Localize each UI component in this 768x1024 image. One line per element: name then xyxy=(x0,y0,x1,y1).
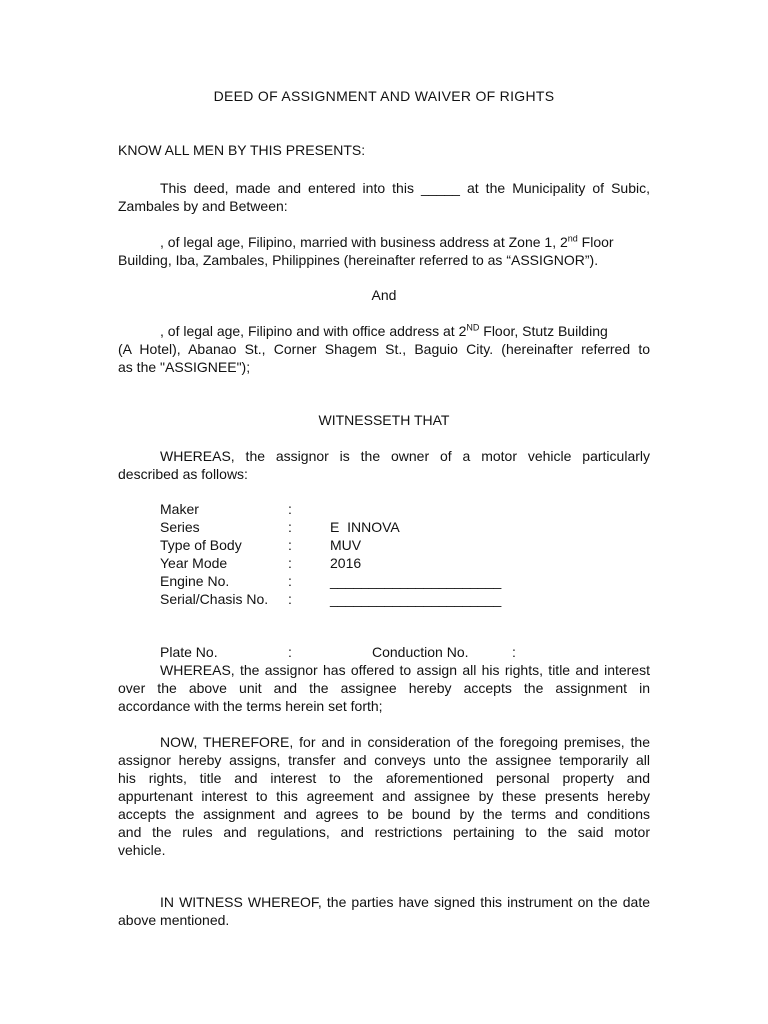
whereas2-line3: accordance with the terms herein set forth; xyxy=(118,698,383,714)
spec-value: ______________________ xyxy=(330,591,502,607)
para1-line2: Zambales by and Between: xyxy=(118,198,288,214)
assignor-line2: Building, Iba, Zambales, Philippines (hereinafter referred to as “ASSIGNOR”). xyxy=(118,252,599,268)
now-therefore-line6: and the rules and regulations, and restrictions pertaining to the said motor xyxy=(118,824,650,840)
spec-colon: : xyxy=(288,537,292,553)
spec-label: Maker xyxy=(160,501,199,517)
spec-value: ______________________ xyxy=(330,573,502,589)
spec-colon: : xyxy=(288,519,292,535)
whereas2-line2: over the above unit and the assignee hereby accepts the assignment in xyxy=(118,680,650,696)
now-therefore-line7: vehicle. xyxy=(118,842,166,858)
spec-label: Serial/Chasis No. xyxy=(160,591,269,607)
assignor-line1-sup: nd xyxy=(567,233,578,244)
spec-value: MUV xyxy=(330,537,362,553)
assignor-line1-end: Floor xyxy=(577,234,614,250)
whereas1-line2: described as follows: xyxy=(118,466,248,482)
now-therefore-line1: NOW, THEREFORE, for and in consideration of the foregoing premises, the xyxy=(160,734,650,750)
assignee-line1 xyxy=(160,322,608,340)
assignee-line1-sup: ND xyxy=(466,322,480,333)
assignee-line2: (A Hotel), Abanao St., Corner Shagem St., Baguio City. (hereinafter referred to xyxy=(118,341,650,357)
conduction-label: Conduction No. xyxy=(372,644,469,660)
spec-colon: : xyxy=(288,591,292,607)
para1-line1: This deed, made and entered into this _____ at the Municipality of Subic, xyxy=(160,180,650,196)
now-therefore-line4: appurtenant interest to this agreement and assignee by these presents hereby xyxy=(118,788,650,804)
now-therefore-line5: accepts the assignment and agrees to be bound by the terms and conditions xyxy=(118,806,650,822)
plate-label: Plate No. xyxy=(160,644,218,660)
assignee-line1-end: Floor, Stutz Building xyxy=(479,323,608,339)
assignor-line1 xyxy=(160,233,614,251)
and-label: And xyxy=(371,287,397,303)
in-witness-line1: IN WITNESS WHEREOF, the parties have signed this instrument on the date xyxy=(160,894,650,910)
whereas1-line1: WHEREAS, the assignor is the owner of a motor vehicle particularly xyxy=(160,448,650,464)
witnesseth-heading: WITNESSETH THAT xyxy=(318,412,450,428)
spec-value: E INNOVA xyxy=(330,519,400,535)
now-therefore-line2: assignor hereby assigns, transfer and conveys unto the assignee temporarily all xyxy=(118,752,650,768)
document-title: DEED OF ASSIGNMENT AND WAIVER OF RIGHTS xyxy=(213,88,555,104)
spec-colon: : xyxy=(288,573,292,589)
assignee-line3: as the "ASSIGNEE"); xyxy=(118,359,251,375)
spec-colon: : xyxy=(288,501,292,517)
whereas2-line1: WHEREAS, the assignor has offered to assign all his rights, title and interest xyxy=(160,662,650,678)
spec-value: 2016 xyxy=(330,555,362,571)
conduction-colon: : xyxy=(512,644,516,660)
spec-colon: : xyxy=(288,555,292,571)
assignor-line1-text: , of legal age, Filipino, married with business address at Zone 1, 2 xyxy=(160,234,568,250)
intro-text: KNOW ALL MEN BY THIS PRESENTS: xyxy=(118,142,366,158)
in-witness-line2: above mentioned. xyxy=(118,912,230,928)
spec-label: Year Mode xyxy=(160,555,228,571)
spec-label: Series xyxy=(160,519,200,535)
assignee-line1-text: , of legal age, Filipino and with office address at 2 xyxy=(160,323,467,339)
spec-label: Engine No. xyxy=(160,573,230,589)
spec-label: Type of Body xyxy=(160,537,242,553)
now-therefore-line3: his rights, title and interest to the aforementioned personal property and xyxy=(118,770,650,786)
plate-colon: : xyxy=(288,644,292,660)
